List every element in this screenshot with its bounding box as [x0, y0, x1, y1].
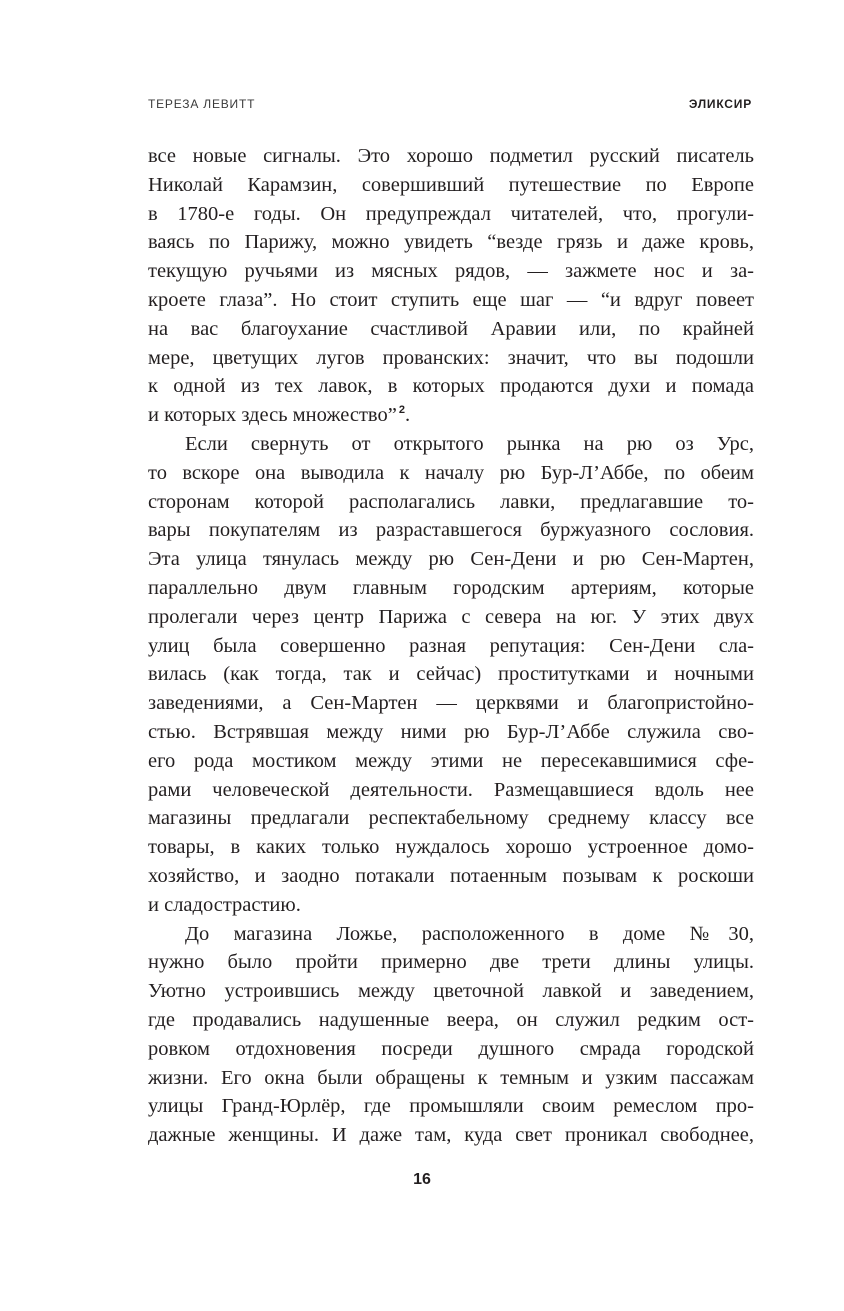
text-line: улиц была совершенно разная репутация: Сен-Дени сла-: [148, 634, 754, 657]
text-line: ровком отдохновения посреди душного смрада городской: [148, 1037, 754, 1060]
text-line: где продавались надушенные веера, он служил редким ост-: [148, 1008, 754, 1031]
text-line: текущую ручьями из мясных рядов, — зажмете нос и за-: [148, 260, 754, 283]
text-line: товары, в каких только нуждалось хорошо устроенное домо-: [148, 836, 754, 859]
running-header-book-title: ЭЛИКСИР: [688, 97, 752, 111]
text-line: сторонам которой располагались лавки, предлагавшие то-: [148, 490, 754, 513]
body-text: [148, 142, 754, 1150]
text-line: все новые сигналы. Это хорошо подметил русский писатель: [148, 145, 754, 167]
text-line: стью. Встрявшая между ними рю Бур-Л’Аббе служила сво-: [148, 720, 754, 743]
text-line: улицы Гранд-Юрлёр, где промышляли своим ремеслом про-: [148, 1095, 754, 1118]
text-line: Уютно устроившись между цветочной лавкой и заведением,: [148, 980, 754, 1003]
text-line: параллельно двум главным городским артериям, которые: [148, 576, 754, 599]
text-line: кроете глаза”. Но стоит ступить еще шаг — “и вдруг повеет: [148, 288, 754, 311]
text-line-content: и которых здесь множество”: [148, 404, 397, 427]
text-line: Николай Карамзин, совершивший путешествие по Европе: [148, 173, 754, 196]
text-line: дажные женщины. И даже там, куда свет проникал свободнее,: [148, 1124, 754, 1147]
paragraph-first-line: До магазина Ложье, расположенного в доме №30,: [185, 922, 754, 945]
text-line: то вскоре она выводила к началу рю Бур-Л’Аббе, по обеим: [148, 461, 754, 484]
text-line: ваясь по Парижу, можно увидеть “везде грязь и даже кровь,: [148, 231, 754, 254]
text-line: хозяйство, и заодно потакали потаенным позывам к роскоши: [148, 864, 754, 887]
text-line: Эта улица тянулась между рю Сен-Дени и рю Сен-Мартен,: [148, 548, 754, 571]
text-line: его рода мостиком между этими не пересекавшимися сфе-: [148, 749, 754, 772]
paragraph-last-line: и сладострастию.: [148, 893, 301, 916]
sentence-end-punctuation: .: [404, 404, 411, 427]
text-line: заведениями, а Сен-Мартен — церквями и благопристойно-: [148, 692, 754, 715]
page-number: 16: [413, 1171, 431, 1188]
text-line: нужно было пройти примерно две трети длины улицы.: [148, 951, 754, 974]
text-line: к одной из тех лавок, в которых продаются духи и помада: [148, 375, 754, 398]
text-line: магазины предлагали респектабельному среднему классу все: [148, 807, 754, 830]
text-line: мере, цветущих лугов прованских: значит, что вы подошли: [148, 346, 754, 369]
text-line: на вас благоухание счастливой Аравии или, по крайней: [148, 317, 754, 340]
running-header-author: ТЕРЕЗА ЛЕВИТТ: [148, 97, 256, 111]
text-line: вилась (как тогда, так и сейчас) проститутками и ночными: [148, 663, 754, 686]
text-line: жизни. Его окна были обращены к темным и узким пассажам: [148, 1066, 754, 1089]
text-line: в 1780-е годы. Он предупреждал читателей, что, прогули-: [148, 202, 754, 225]
paragraph-first-line: Если свернуть от открытого рынка на рю оз Урс,: [185, 432, 754, 455]
footnote-reference[interactable]: 2: [398, 404, 405, 417]
text-line: рами человеческой деятельности. Размещавшиеся вдоль нее: [148, 778, 754, 801]
text-line: пролегали через центр Парижа с севера на юг. У этих двух: [148, 605, 754, 628]
text-line: вары покупателям из разраставшегося буржуазного сословия.: [148, 519, 754, 542]
text-line-with-footnote: [148, 401, 754, 430]
running-header: [148, 97, 752, 113]
